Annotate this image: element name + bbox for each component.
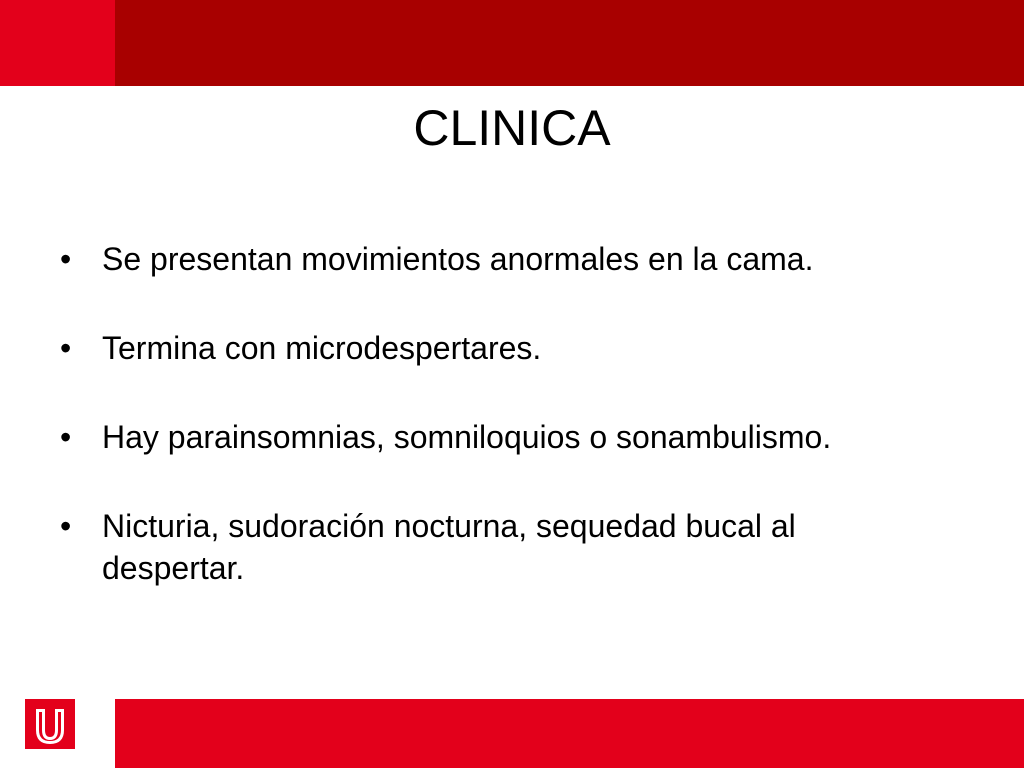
- bullet-item: [60, 238, 940, 280]
- bullet-item: [60, 416, 940, 458]
- bullet-item: [60, 505, 940, 589]
- bullet-text: Nicturia, sudoración nocturna, sequedad bucal al despertar.: [102, 508, 796, 586]
- slide-title: CLINICA: [413, 100, 611, 156]
- bullet-list: [60, 238, 940, 636]
- bullet-item: [60, 327, 940, 369]
- bullet-marker: •: [60, 419, 72, 455]
- bullet-marker: •: [60, 330, 72, 366]
- bullet-marker: •: [60, 508, 72, 544]
- header-bar-accent: [0, 0, 115, 86]
- header-bar: [115, 0, 1024, 86]
- footer-bar: [115, 699, 1024, 768]
- bullet-text: Se presentan movimientos anormales en la cama.: [102, 241, 814, 277]
- u-logo-icon: [25, 699, 75, 749]
- bullet-marker: •: [60, 241, 72, 277]
- bullet-text: Hay parainsomnias, somniloquios o sonambulismo.: [102, 419, 832, 455]
- bullet-text: Termina con microdespertares.: [102, 330, 542, 366]
